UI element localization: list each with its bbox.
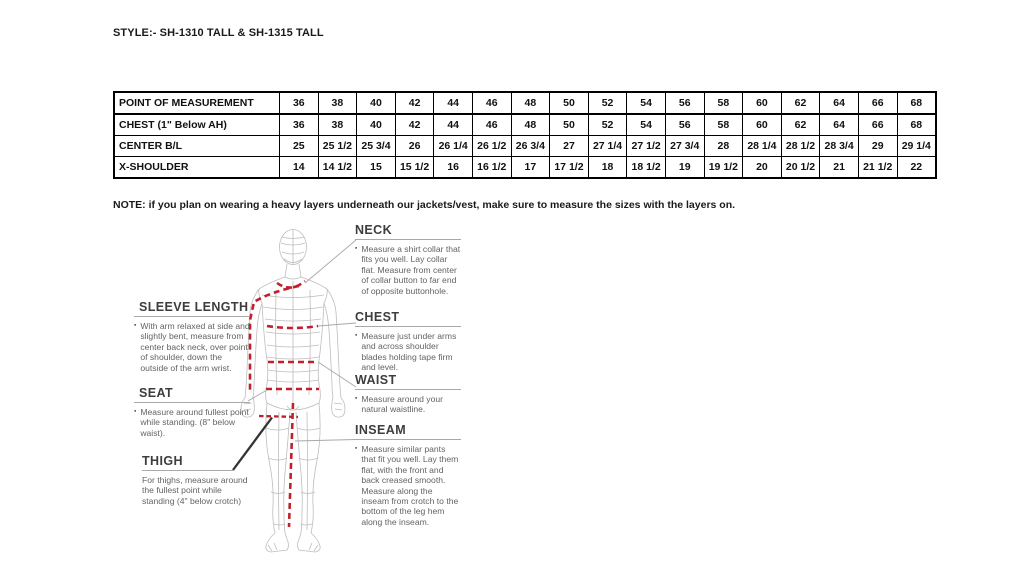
size-value-cell: 52 (588, 114, 627, 136)
bullet-square-icon: ▪ (355, 445, 358, 452)
chest-measure-line (267, 326, 318, 328)
sleeve-length-heading: SLEEVE LENGTH (139, 300, 249, 314)
column-header-size: 68 (897, 92, 936, 114)
table-row (114, 157, 936, 179)
size-value-cell: 36 (280, 114, 319, 136)
size-table-body (114, 114, 936, 178)
size-value-cell: 58 (704, 114, 743, 136)
size-value-cell: 16 1/2 (472, 157, 511, 179)
divider (134, 402, 250, 403)
column-header-size: 42 (395, 92, 434, 114)
sleeve-measure-line (250, 286, 299, 393)
size-value-cell: 26 (395, 136, 434, 157)
size-value-cell: 54 (627, 114, 666, 136)
column-header-size: 54 (627, 92, 666, 114)
size-value-cell: 29 (858, 136, 897, 157)
neck-leader-line (305, 240, 356, 283)
neck-heading: NECK (355, 223, 393, 237)
size-value-cell: 28 (704, 136, 743, 157)
mannequin-wireframe (241, 230, 345, 553)
size-value-cell: 44 (434, 114, 473, 136)
column-header-size: 60 (743, 92, 782, 114)
section-sleeve-length (134, 300, 250, 373)
size-value-cell: 68 (897, 114, 936, 136)
size-value-cell: 21 1/2 (858, 157, 897, 179)
size-value-cell: 15 1/2 (395, 157, 434, 179)
page-title: STYLE:- SH-1310 TALL & SH-1315 TALL (113, 27, 324, 39)
section-seat (134, 386, 250, 438)
sleeve-length-text: With arm relaxed at side and slightly bent, measure from center back neck, over point of shoulder, down the outside of the arm wrist. (140, 321, 250, 373)
size-value-cell: 19 (665, 157, 704, 179)
section-neck (355, 223, 461, 296)
column-header-size: 40 (357, 92, 396, 114)
waist-heading: WAIST (355, 373, 397, 387)
column-header-size: 50 (550, 92, 589, 114)
seat-heading: SEAT (139, 386, 174, 400)
size-value-cell: 27 1/4 (588, 136, 627, 157)
chest-heading: CHEST (355, 310, 400, 324)
section-waist (355, 373, 461, 415)
inseam-leader-line (295, 440, 356, 442)
inseam-text: Measure similar pants that fit you well. Lay them flat, with the front and back creased smooth. Measure along the inseam from crotch to the bottom of the leg hem along the inseam. (361, 444, 459, 527)
row-label: X-SHOULDER (114, 157, 280, 179)
chest-text: Measure just under arms and across shoulder blades holding tape firm and level. (361, 331, 457, 373)
size-value-cell: 62 (781, 114, 820, 136)
size-value-cell: 20 (743, 157, 782, 179)
divider (355, 326, 461, 327)
column-header-size: 52 (588, 92, 627, 114)
measurement-table-container (113, 91, 937, 179)
bullet-square-icon: ▪ (355, 332, 358, 339)
divider (355, 239, 461, 240)
size-value-cell: 64 (820, 114, 859, 136)
size-value-cell: 50 (550, 114, 589, 136)
bullet-square-icon: ▪ (134, 322, 137, 329)
size-value-cell: 16 (434, 157, 473, 179)
size-value-cell: 27 1/2 (627, 136, 666, 157)
row-label: CENTER B/L (114, 136, 280, 157)
measurement-table (113, 91, 937, 179)
size-value-cell: 18 (588, 157, 627, 179)
divider (355, 439, 461, 440)
bullet-square-icon: ▪ (355, 245, 358, 252)
chest-leader-line (318, 323, 356, 326)
note-text: NOTE: if you plan on wearing a heavy layers underneath our jackets/vest, make sure to measure the sizes with the layers on. (113, 199, 736, 211)
size-value-cell: 42 (395, 114, 434, 136)
thigh-heading: THIGH (142, 454, 183, 468)
size-value-cell: 29 1/4 (897, 136, 936, 157)
table-row (114, 114, 936, 136)
size-value-cell: 66 (858, 114, 897, 136)
size-value-cell: 27 (550, 136, 589, 157)
size-value-cell: 25 3/4 (357, 136, 396, 157)
size-value-cell: 28 1/2 (781, 136, 820, 157)
size-value-cell: 60 (743, 114, 782, 136)
size-value-cell: 20 1/2 (781, 157, 820, 179)
size-value-cell: 56 (665, 114, 704, 136)
size-value-cell: 17 (511, 157, 550, 179)
size-value-cell: 15 (357, 157, 396, 179)
size-value-cell: 21 (820, 157, 859, 179)
waist-text: Measure around your natural waistline. (361, 394, 443, 415)
column-header-label: POINT OF MEASUREMENT (114, 92, 280, 114)
section-chest (355, 310, 461, 373)
size-value-cell: 25 1/2 (318, 136, 357, 157)
divider (134, 316, 250, 317)
table-row (114, 136, 936, 157)
size-value-cell: 27 3/4 (665, 136, 704, 157)
neck-text: Measure a shirt collar that fits you well. Lay collar flat. Measure from center of collar button to far end of opposite buttonhole. (361, 244, 461, 296)
divider (142, 470, 234, 471)
size-value-cell: 17 1/2 (550, 157, 589, 179)
column-header-size: 56 (665, 92, 704, 114)
column-header-size: 58 (704, 92, 743, 114)
column-header-size: 36 (280, 92, 319, 114)
size-value-cell: 26 3/4 (511, 136, 550, 157)
inseam-heading: INSEAM (355, 423, 407, 437)
size-value-cell: 22 (897, 157, 936, 179)
section-inseam (355, 423, 461, 527)
size-value-cell: 28 1/4 (743, 136, 782, 157)
divider (355, 389, 461, 390)
size-value-cell: 14 1/2 (318, 157, 357, 179)
column-header-size: 44 (434, 92, 473, 114)
section-thigh (142, 454, 250, 506)
size-value-cell: 40 (357, 114, 396, 136)
size-value-cell: 46 (472, 114, 511, 136)
size-value-cell: 28 3/4 (820, 136, 859, 157)
column-header-size: 46 (472, 92, 511, 114)
neck-measure-line (277, 281, 305, 288)
size-value-cell: 48 (511, 114, 550, 136)
column-header-size: 48 (511, 92, 550, 114)
thigh-text: For thighs, measure around the fullest point while standing (4" below crotch) (142, 475, 248, 506)
size-table-header-row (114, 92, 936, 114)
column-header-size: 38 (318, 92, 357, 114)
seat-text: Measure around fullest point while standing. (8" below waist). (140, 407, 249, 438)
size-value-cell: 14 (280, 157, 319, 179)
size-value-cell: 26 1/2 (472, 136, 511, 157)
waist-leader-line (318, 362, 356, 387)
size-value-cell: 19 1/2 (704, 157, 743, 179)
column-header-size: 64 (820, 92, 859, 114)
inseam-measure-line (289, 403, 293, 527)
size-value-cell: 18 1/2 (627, 157, 666, 179)
size-value-cell: 26 1/4 (434, 136, 473, 157)
column-header-size: 62 (781, 92, 820, 114)
bullet-square-icon: ▪ (355, 395, 358, 402)
column-header-size: 66 (858, 92, 897, 114)
size-value-cell: 38 (318, 114, 357, 136)
bullet-square-icon: ▪ (134, 408, 137, 415)
seat-leader-line (248, 390, 267, 401)
size-value-cell: 25 (280, 136, 319, 157)
row-label: CHEST (1" Below AH) (114, 114, 280, 136)
thigh-measure-line (259, 416, 298, 417)
